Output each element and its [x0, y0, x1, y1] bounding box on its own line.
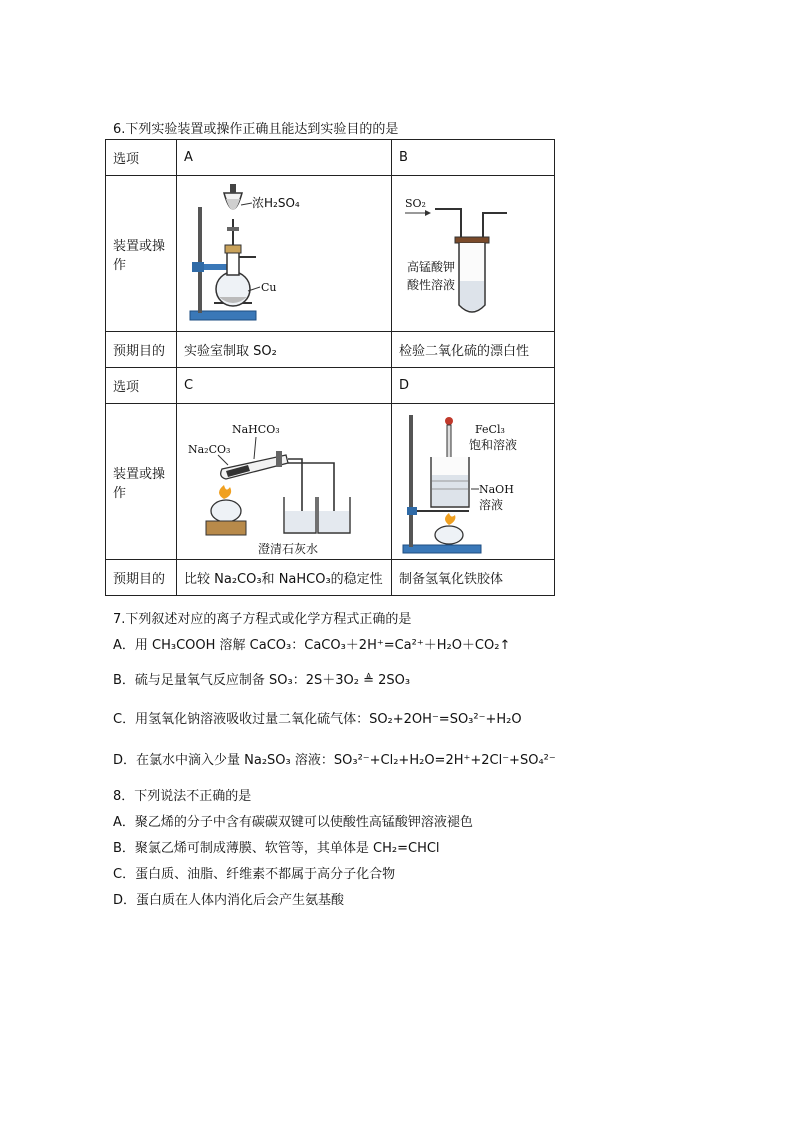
- device-label-cd: 装置或操作: [106, 404, 177, 560]
- question-7-option-d: D．在氯水中滴入少量 Na₂SO₃ 溶液：SO₃²⁻+Cl₂+H₂O=2H⁺+2Cl⁻+SO₄²⁻: [113, 753, 556, 768]
- purpose-d: 制备氢氧化铁胶体: [392, 560, 555, 596]
- label-so2-gas: SO₂: [405, 196, 426, 210]
- label-copper: Cu: [261, 280, 277, 294]
- purpose-c: 比较 Na₂CO₃和 NaHCO₃的稳定性: [177, 560, 392, 596]
- question-6-title: 6.下列实验装置或操作正确且能达到实验目的的是: [113, 122, 399, 137]
- question-8-option-c: C．蛋白质、油脂、纤维素不都属于高分子化合物: [113, 867, 396, 882]
- purpose-label-ab: 预期目的: [106, 332, 177, 368]
- label-conc-sulfuric: 浓H₂SO₄: [252, 195, 300, 210]
- question-7-option-b: B．硫与足量氧气反应制备 SO₃：2S＋3O₂ ≜ 2SO₃: [113, 673, 411, 688]
- question-7-option-c: C．用氢氧化钠溶液吸收过量二氧化硫气体：SO₂+2OH⁻=SO₃²⁻+H₂O: [113, 712, 522, 727]
- purpose-label-cd: 预期目的: [106, 560, 177, 596]
- header-label-cd: 选项: [106, 368, 177, 404]
- option-a-label: A: [177, 140, 392, 176]
- label-kmno4-line1: 高锰酸钾: [407, 259, 456, 274]
- apparatus-c: [177, 404, 392, 560]
- label-fecl3-line2: 饱和溶液: [469, 437, 518, 452]
- question-8-title: 8．下列说法不正确的是: [113, 789, 252, 804]
- washing-bottle-diagram: [399, 179, 547, 329]
- label-na2co3: Na₂CO₃: [188, 442, 231, 456]
- question-7-option-a: A．用 CH₃COOH 溶解 CaCO₃：CaCO₃＋2H⁺=Ca²⁺＋H₂O＋CO₂↑: [113, 638, 511, 653]
- label-fecl3: FeCl₃: [475, 422, 505, 436]
- label-kmno4-line2: 酸性溶液: [407, 277, 456, 292]
- apparatus-a: [177, 176, 392, 332]
- purpose-b: 检验二氧化硫的漂白性: [392, 332, 555, 368]
- question-8-option-a: A．聚乙烯的分子中含有碳碳双键可以使酸性高锰酸钾溶液褪色: [113, 815, 473, 830]
- device-label-ab: 装置或操作: [106, 176, 177, 332]
- apparatus-d: [392, 404, 555, 560]
- option-d-label: D: [392, 368, 555, 404]
- purpose-a: 实验室制取 SO₂: [177, 332, 392, 368]
- header-label-ab: 选项: [106, 140, 177, 176]
- label-naoh: NaOH: [479, 482, 514, 496]
- beaker-heating-diagram: [399, 407, 547, 557]
- question-8-option-b: B．聚氯乙烯可制成薄膜、软管等，其单体是 CH₂=CHCl: [113, 841, 440, 856]
- label-nahco3: NaHCO₃: [232, 422, 280, 436]
- question-8-option-d: D．蛋白质在人体内消化后会产生氨基酸: [113, 893, 345, 908]
- heating-tube-diagram: [184, 407, 384, 557]
- apparatus-b: [392, 176, 555, 332]
- label-naoh-line2: 溶液: [479, 497, 504, 512]
- option-c-label: C: [177, 368, 392, 404]
- label-limewater: 澄清石灰水: [258, 541, 319, 556]
- distillation-flask-diagram: [184, 179, 384, 329]
- experiment-table: [105, 139, 555, 596]
- option-b-label: B: [392, 140, 555, 176]
- question-7-title: 7.下列叙述对应的离子方程式或化学方程式正确的是: [113, 612, 412, 627]
